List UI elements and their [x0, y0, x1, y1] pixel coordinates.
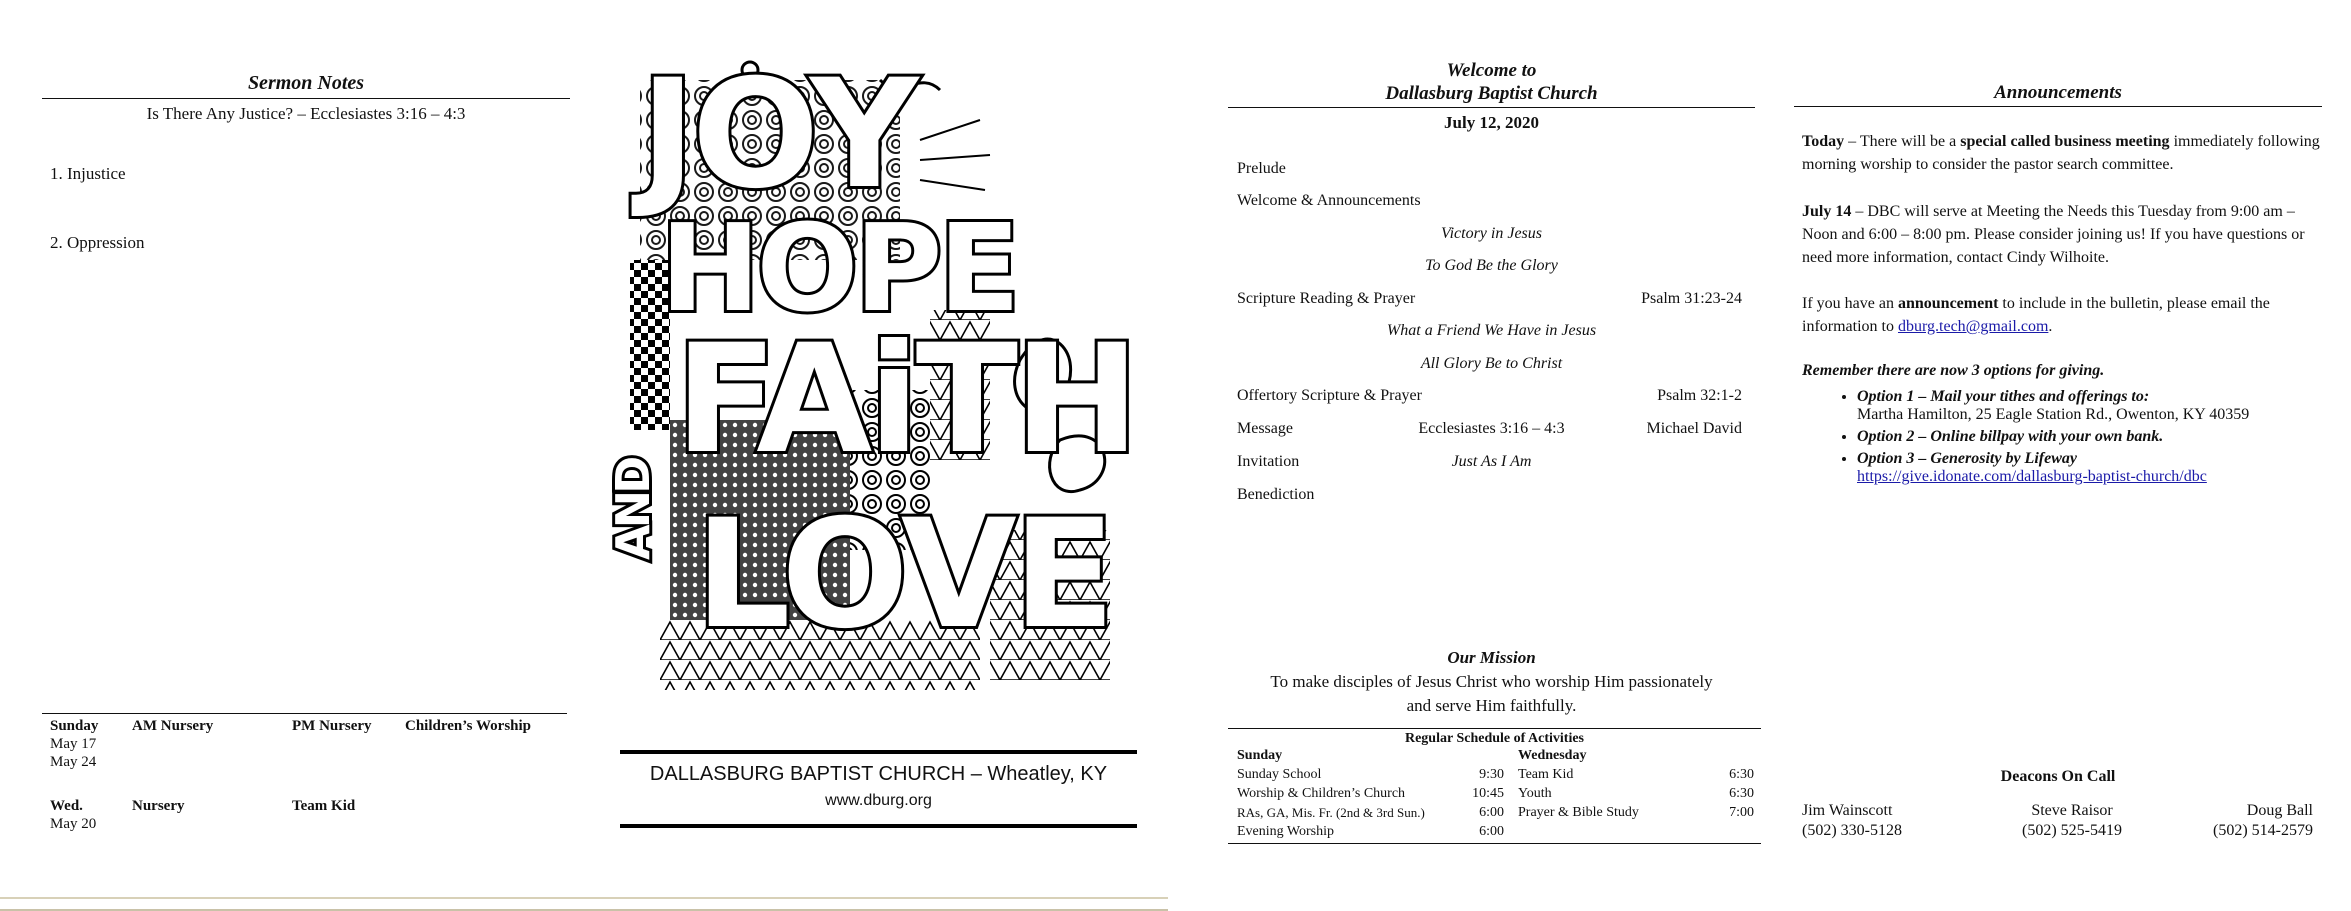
giving-list	[1802, 388, 2322, 486]
deacon-phone: (502) 514-2579	[2213, 822, 2313, 839]
order-item: Prelude	[1237, 160, 1286, 177]
nursery-col-header: PM Nursery	[292, 718, 372, 734]
hymn-title: What a Friend We Have in Jesus	[1386, 322, 1597, 339]
art-word-joy: JOY	[640, 48, 915, 222]
giving-option	[1857, 388, 2322, 424]
service-date: July 12, 2020	[1444, 113, 1539, 132]
schedule-activity: Evening Worship	[1237, 824, 1334, 839]
deacon-name: Doug Ball	[2246, 802, 2313, 819]
schedule-day-header: Wednesday	[1518, 748, 1587, 763]
schedule-time: 10:45	[1472, 786, 1504, 801]
page-edge-line	[0, 897, 1168, 899]
joy-hope-faith-love-artwork	[606, 48, 1136, 700]
giving-option-label: Option 3 – Generosity by Lifeway	[1857, 450, 2077, 467]
giving-option	[1857, 450, 2322, 486]
giving-link[interactable]: https://give.idonate.com/dallasburg-baptist-church/dbc	[1857, 468, 2207, 485]
sermon-point: 1. Injustice	[50, 164, 126, 183]
hymn-title: Victory in Jesus	[1440, 225, 1542, 242]
giving-option-label: Option 1 – Mail your tithes and offerings to:	[1857, 388, 2150, 405]
scripture-reference: Psalm 32:1-2	[1657, 387, 1742, 404]
schedule-time: 6:00	[1479, 805, 1504, 820]
announcement-text: If you have an	[1802, 295, 1898, 312]
schedule-time: 7:00	[1729, 805, 1754, 820]
schedule-activity: RAs, GA, Mis. Fr. (2nd & 3rd Sun.)	[1237, 805, 1425, 820]
announcement-label: Today	[1802, 133, 1845, 150]
deacon-name: Jim Wainscott	[1802, 802, 1893, 819]
order-item: Welcome & Announcements	[1237, 192, 1421, 209]
welcome-title: Welcome to	[1446, 60, 1537, 81]
deacon-name: Steve Raisor	[2031, 802, 2113, 819]
nursery-date: May 17	[50, 736, 97, 752]
scripture-reference: Psalm 31:23-24	[1641, 290, 1742, 307]
divider	[1228, 107, 1755, 108]
order-item: Offertory Scripture & Prayer	[1237, 387, 1422, 404]
art-word-and: AND	[606, 459, 660, 560]
announcement-text: .	[2048, 318, 2053, 335]
divider	[1794, 106, 2322, 107]
giving-title: Remember there are now 3 options for giving.	[1802, 362, 2105, 379]
nursery-date: May 20	[50, 816, 97, 832]
nursery-col-header: Team Kid	[292, 798, 356, 814]
sermon-notes-title: Sermon Notes	[247, 72, 365, 94]
announcement-text: immediately following morning worship to consider the pastor search committee.	[1802, 133, 2320, 173]
announcement-today	[1802, 130, 2322, 176]
announcement-july	[1802, 200, 2322, 269]
schedule-day-header: Sunday	[1237, 748, 1283, 763]
announcements-title: Announcements	[1994, 82, 2122, 103]
schedule-time: 6:30	[1729, 786, 1754, 801]
divider	[1228, 843, 1761, 844]
sermon-point: 2. Oppression	[50, 233, 145, 252]
schedule-activity: Worship & Children’s Church	[1237, 786, 1406, 801]
deacon-phone: (502) 330-5128	[1802, 822, 1902, 839]
nursery-day: Sunday	[50, 718, 99, 734]
nursery-col-header: AM Nursery	[132, 718, 214, 734]
announcement-emphasis: special called business meeting	[1960, 133, 2170, 150]
deacons-title: Deacons On Call	[2000, 768, 2116, 785]
mailing-address: Martha Hamilton, 25 Eagle Station Rd., Owenton, KY 40359	[1857, 406, 2250, 423]
schedule-activity: Sunday School	[1237, 767, 1322, 782]
schedule-activity: Youth	[1518, 786, 1552, 801]
schedule-activity: Team Kid	[1518, 767, 1574, 782]
mission-text: and serve Him faithfully.	[1406, 696, 1577, 715]
mission-title: Our Mission	[1447, 648, 1536, 667]
giving-option-label: Option 2 – Online billpay with your own bank.	[1857, 428, 2164, 445]
art-word-love: LOVE	[695, 488, 1112, 662]
schedule-time: 6:00	[1479, 824, 1504, 839]
nursery-col-header: Children’s Worship	[405, 718, 532, 734]
message-speaker: Michael David	[1646, 420, 1742, 437]
announcement-label: July 14	[1802, 203, 1852, 220]
nursery-col-header: Nursery	[132, 798, 185, 814]
divider	[620, 824, 1137, 828]
email-link[interactable]: dburg.tech@gmail.com	[1897, 318, 2049, 335]
order-item: Scripture Reading & Prayer	[1237, 290, 1416, 307]
mission-text: To make disciples of Jesus Christ who worship Him passionately	[1270, 672, 1713, 691]
message-reference: Ecclesiastes 3:16 – 4:3	[1418, 420, 1565, 437]
hymn-title: Just As I Am	[1451, 453, 1532, 470]
order-item: Message	[1237, 420, 1293, 437]
hymn-title: To God Be the Glory	[1425, 257, 1558, 274]
announcement-text: to include in the bulletin, please email the information to	[1802, 295, 2270, 335]
announcement-text: – There will be a	[1844, 133, 1961, 150]
schedule-time: 6:30	[1729, 767, 1754, 782]
order-item: Invitation	[1237, 453, 1300, 470]
deacon-phone: (502) 525-5419	[2022, 822, 2122, 839]
church-name: DALLASBURG BAPTIST CHURCH – Wheatley, KY	[649, 763, 1108, 785]
sermon-subtitle: Is There Any Justice? – Ecclesiastes 3:16 – 4:3	[146, 104, 466, 123]
hymn-title: All Glory Be to Christ	[1420, 355, 1563, 372]
divider	[620, 750, 1137, 754]
schedule-title: Regular Schedule of Activities	[1404, 731, 1584, 746]
nursery-date: May 24	[50, 754, 97, 770]
art-word-faith: FAiTH	[675, 313, 1136, 487]
giving-options	[1802, 384, 2322, 490]
giving-option	[1857, 428, 2322, 446]
nursery-day: Wed.	[50, 798, 83, 814]
announcement-submit	[1802, 292, 2322, 338]
announcement-emphasis: announcement	[1897, 295, 1999, 312]
schedule-activity: Prayer & Bible Study	[1518, 805, 1639, 820]
divider	[42, 713, 567, 714]
art-word-hope: HOPE	[660, 200, 1017, 339]
order-item: Benediction	[1237, 486, 1315, 503]
schedule-time: 9:30	[1479, 767, 1504, 782]
church-website: www.dburg.org	[825, 792, 932, 809]
welcome-church-name: Dallasburg Baptist Church	[1385, 83, 1598, 104]
divider	[42, 98, 570, 99]
announcement-text: – DBC will serve at Meeting the Needs this Tuesday from 9:00 am – Noon and 6:00 – 8:00 pm. Please consider joining us! If you have questions or need more information, contact Cindy Wilhoite.	[1802, 203, 2305, 266]
divider	[1228, 728, 1761, 729]
